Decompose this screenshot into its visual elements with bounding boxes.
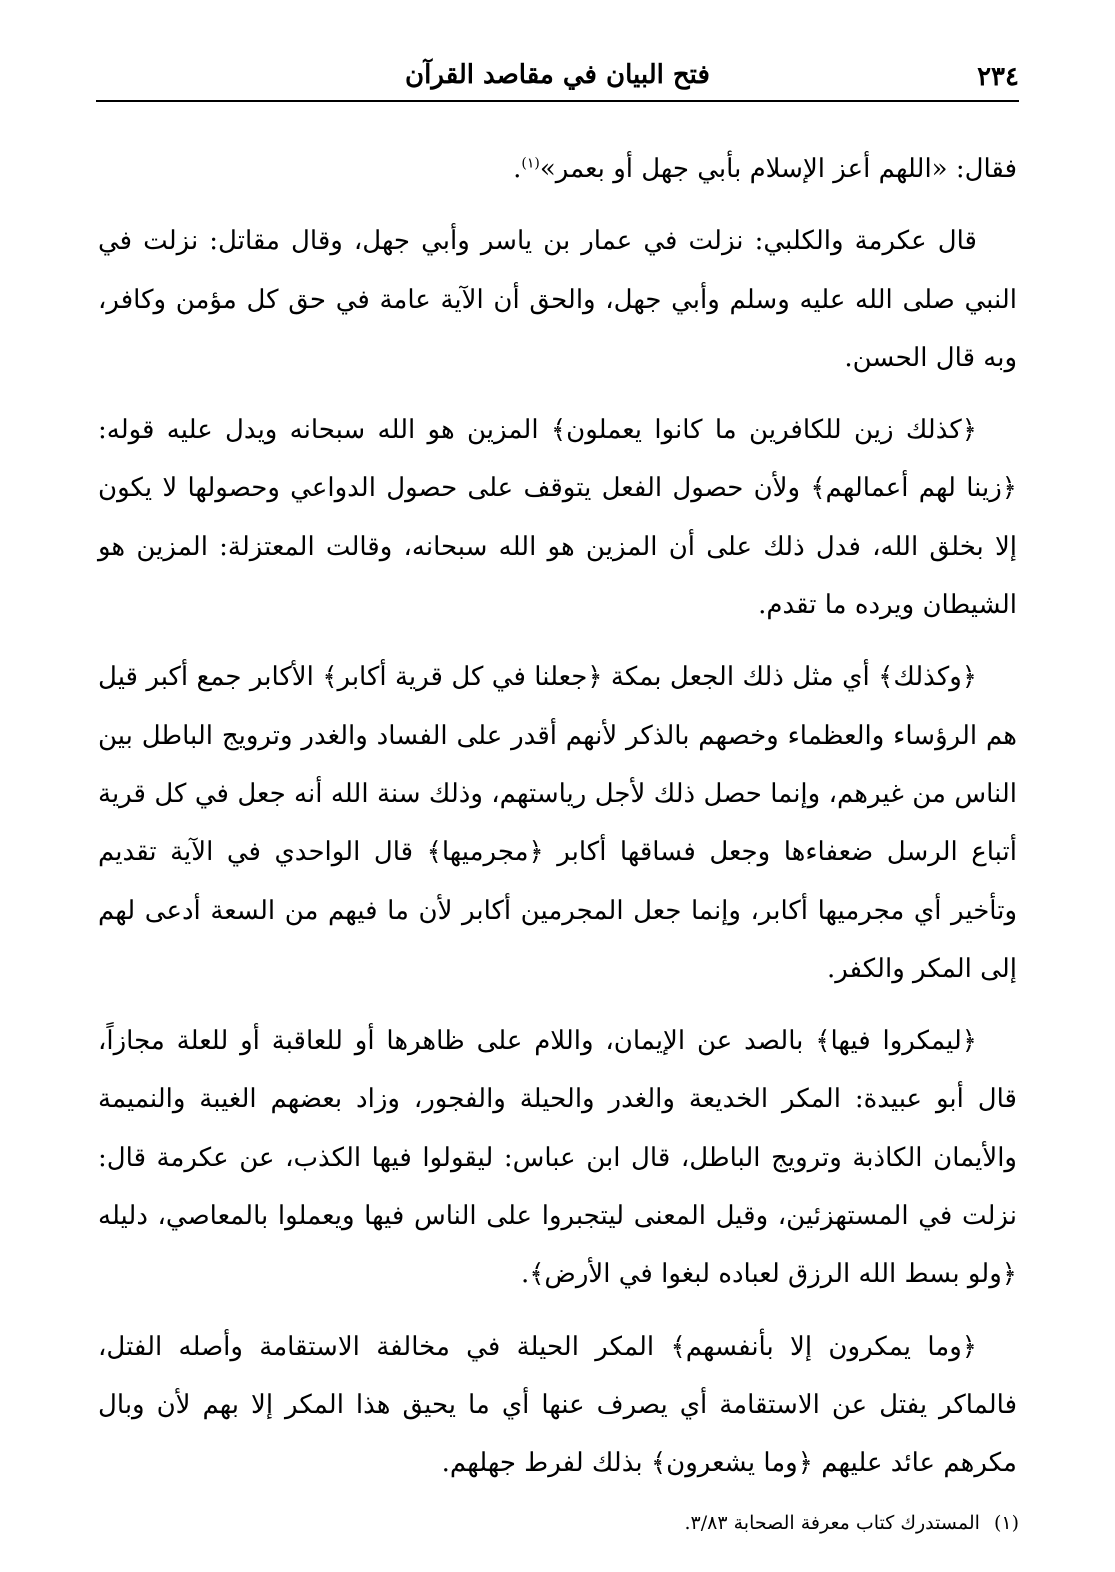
page-number: ٢٣٤ <box>977 62 1019 92</box>
running-header <box>96 56 1019 102</box>
paragraph: ﴿ليمكروا فيها﴾ بالصد عن الإيمان، واللام على ظاهرها أو للعاقبة أو للعلة مجازاً، قال أبو عبيدة: المكر الخديعة والغدر والحيلة والفجور، وزاد بعضهم الغيبة والنميمة والأيمان الكاذبة وترويج الباطل، قال ابن عباس: ليقولوا فيها الكذب، عن عكرمة قال: نزلت في المستهزئين، وقيل المعنى ليتجبروا على الناس فيها ويعملوا بالمعاصي، دليله ﴿ولو بسط الله الرزق لعباده لبغوا في الأرض﴾. <box>98 1026 1017 1290</box>
footnote-reference: (١) <box>521 155 540 172</box>
footnote-number: (١) <box>993 1512 1019 1534</box>
book-title: فتح البيان في مقاصد القرآن <box>405 60 710 90</box>
footnotes <box>96 1508 1019 1538</box>
paragraph: قال عكرمة والكلبي: نزلت في عمار بن ياسر وأبي جهل، وقال مقاتل: نزلت في النبي صلى الله عليه وسلم وأبي جهل، والحق أن الآية عامة في حق كل مؤمن وكافر، وبه قال الحسن. <box>98 226 1017 373</box>
paragraph: ﴿كذلك زين للكافرين ما كانوا يعملون﴾ المزين هو الله سبحانه ويدل عليه قوله: ﴿زينا لهم أعمالهم﴾ ولأن حصول الفعل يتوقف على حصول الدواعي وحصولها لا يكون إلا بخلق الله، فدل ذلك على أن المزين هو الله سبحانه، وقالت المعتزلة: المزين هو الشيطان ويرده ما تقدم. <box>98 415 1017 621</box>
paragraph-text: فقال: «اللهم أعز الإسلام بأبي جهل أو بعمر» <box>539 154 1017 184</box>
paragraph: ﴿وكذلك﴾ أي مثل ذلك الجعل بمكة ﴿جعلنا في كل قرية أكابر﴾ الأكابر جمع أكبر قيل هم الرؤساء والعظماء وخصهم بالذكر لأنهم أقدر على الفساد والغدر وترويج الباطل بين الناس من غيرهم، وإنما حصل ذلك لأجل رياستهم، وذلك سنة الله أنه جعل في كل قرية أتباع الرسل ضعفاءها وجعل فساقها أكابر ﴿مجرميها﴾ قال الواحدي في الآية تقديم وتأخير أي مجرميها أكابر، وإنما جعل المجرمين أكابر لأن ما فيهم من السعة أدعى لهم إلى المكر والكفر. <box>98 662 1017 984</box>
footnote-text: المستدرك كتاب معرفة الصحابة ٣/٨٣. <box>684 1512 980 1534</box>
paragraph: ﴿وما يمكرون إلا بأنفسهم﴾ المكر الحيلة في مخالفة الاستقامة وأصله الفتل، فالماكر يفتل عن الاستقامة أي يصرف عنها أي ما يحيق هذا المكر إلا بهم لأن وبال مكرهم عائد عليهم ﴿وما يشعرون﴾ بذلك لفرط جهلهم. <box>98 1331 1017 1479</box>
footnote <box>96 1508 1019 1538</box>
body-text <box>98 140 1017 1507</box>
paragraph: فقال: «اللهم أعز الإسلام بأبي جهل أو بعمر»$^{(١)}$. <box>513 154 1017 184</box>
